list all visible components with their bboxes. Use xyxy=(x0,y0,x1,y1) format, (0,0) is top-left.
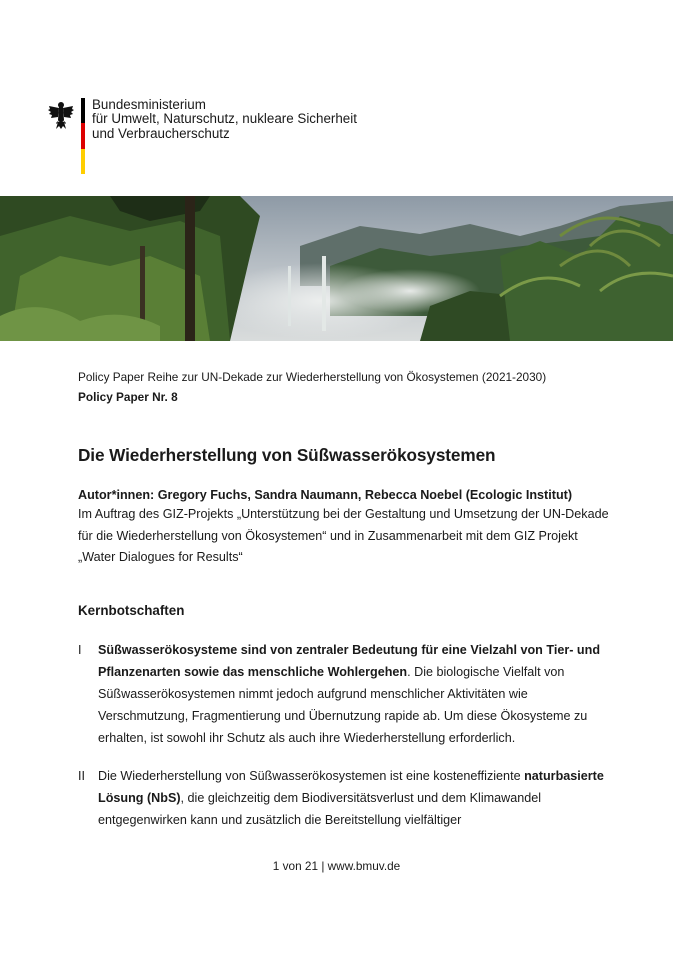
key-message-bold: naturbasierte Lösung (NbS) xyxy=(98,769,604,805)
key-message-rest: . Die biologische Vielfalt von Süßwasserökosystemen nimmt jedoch aufgrund menschlicher Aktivitäten wie Verschmutzung, Fragmentierung und Übernutzung rapide ab. Um diese Ökosysteme zu erhalten, ist sowohl ihr Schutz als auch ihre Wiederherstellung erforderlich. xyxy=(98,665,588,745)
ministry-line: und Verbraucherschutz xyxy=(92,125,230,141)
document-title: Die Wiederherstellung von Süßwasserökosystemen xyxy=(78,445,496,465)
flag-stripe-gold xyxy=(81,149,85,174)
key-message-item xyxy=(78,765,618,831)
hero-image-rainforest xyxy=(0,196,673,341)
ministry-name xyxy=(92,98,357,141)
key-message-text xyxy=(98,639,616,749)
ministry-line: Bundesministerium xyxy=(92,97,206,112)
series-label: Policy Paper Reihe zur UN-Dekade zur Wiederherstellung von Ökosystemen (2021-2030) xyxy=(78,370,547,384)
key-message-rest: , die gleichzeitig dem Biodiversitätsverlust und dem Klimawandel entgegenwirken kann und zusätzlich die Bereitstellung vielfältiger xyxy=(98,791,542,827)
flag-stripe-red xyxy=(81,123,85,148)
key-messages-heading: Kernbotschaften xyxy=(78,603,185,618)
federal-eagle-icon xyxy=(48,100,74,130)
key-message-number: I xyxy=(78,643,82,657)
paper-number: Policy Paper Nr. 8 xyxy=(78,390,178,404)
key-message-number: II xyxy=(78,769,85,783)
flag-stripe-black xyxy=(81,98,85,123)
ministry-line: für Umwelt, Naturschutz, nukleare Sicherheit xyxy=(92,111,357,127)
key-message-text xyxy=(98,765,616,831)
key-message-item xyxy=(78,639,618,749)
page-footer: 1 von 21 | www.bmuv.de xyxy=(272,859,401,873)
authors-line: Autor*innen: Gregory Fuchs, Sandra Naumann, Rebecca Noebel (Ecologic Institut) xyxy=(78,488,573,502)
commission-paragraph: Im Auftrag des GIZ-Projekts „Unterstützung bei der Gestaltung und Umsetzung der UN-Dekade für die Wiederherstellung von Ökosystemen“ und in Zusammenarbeit mit dem GIZ Projekt „Water Dialogues for Results“ xyxy=(78,507,609,564)
key-message-before: Die Wiederherstellung von Süßwasserökosystemen ist eine kosteneffiziente xyxy=(98,769,525,783)
key-message-bold: Süßwasserökosysteme sind von zentraler Bedeutung für eine Vielzahl von Tier- und Pflanzenarten sowie das menschliche Wohlergehen xyxy=(98,643,601,679)
ministry-logo xyxy=(48,97,357,174)
flag-bar xyxy=(81,98,85,174)
